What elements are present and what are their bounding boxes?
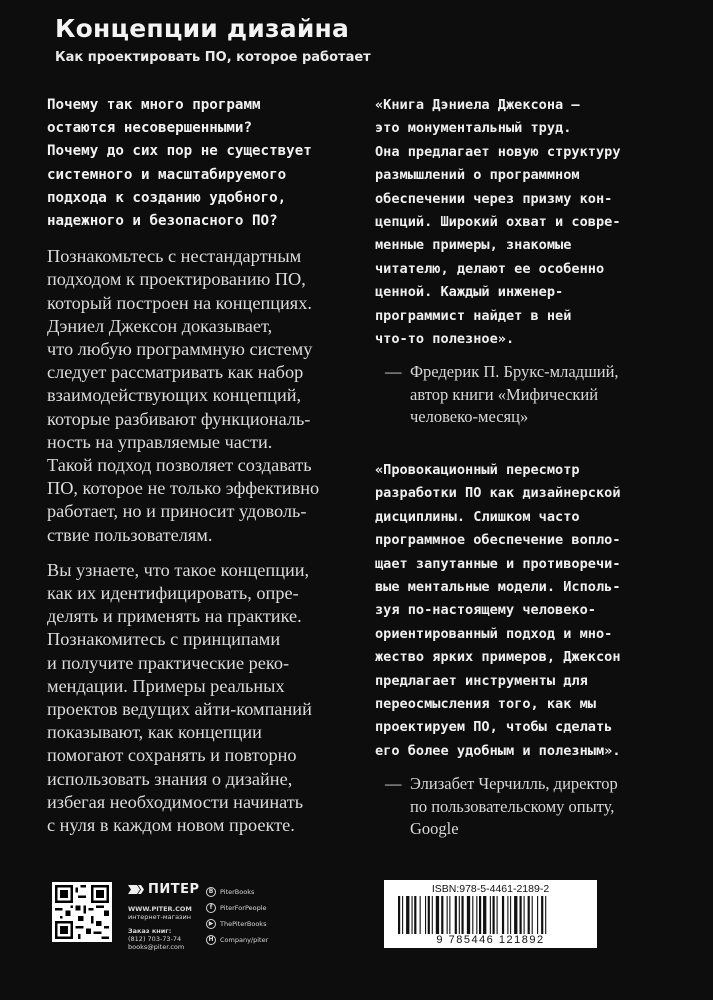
review-quote-2: «Провокационный пересмотр разработки ПО как дизайнерской дисциплины. Слишком часто программное обеспечение вопло- щает запутанные и противоречи- вые ментальные модели. Исполь- зуя по-настоящему человеко- ориентированный подход и мно- жество ярких примеров, Джексон предлагает инструменты для переосмысления того, как мы проектируем ПО, чтобы сделать его более удобным и полезным».	[375, 461, 621, 759]
attribution-dash: —	[385, 362, 402, 382]
attribution-dash: —	[385, 774, 402, 794]
publisher-store-label: интернет-магазин	[128, 913, 191, 921]
social-link-youtube[interactable]	[206, 916, 268, 932]
book-title: Концепции дизайна	[55, 14, 350, 43]
social-links	[206, 884, 268, 948]
youtube-icon: ▶	[206, 919, 216, 929]
description-paragraph-1: Познакомьтесь с нестандартным подходом к проектированию ПО, который построен на концепциях. Дэниел Джексон доказывает, что любую программную систему следует рассматривать как набор взаимодействующих концепций, которые разбивают функциональ- ность на управляемые части. Такой подход позволяет создавать ПО, которое не только эффективно работает, но и приносит удоволь- ствие пользователям.	[47, 246, 320, 545]
qr-code[interactable]	[52, 882, 112, 942]
barcode-number: 9 785446 121892	[436, 934, 545, 946]
piter-logo-icon	[128, 885, 144, 894]
social-link-habr[interactable]	[206, 932, 268, 948]
isbn-barcode	[384, 880, 597, 948]
habr-icon: H	[206, 935, 216, 945]
description-column	[47, 94, 352, 849]
attribution-text-2: Элизабет Черчилль, директор по пользовательскому опыту, Google	[410, 774, 618, 839]
order-phone: (812) 703-73-74	[128, 935, 182, 943]
barcode-icon	[396, 896, 586, 934]
order-email[interactable]: books@piter.com	[128, 943, 185, 951]
lead-questions: Почему так много программ остаются несовершенными? Почему до сих пор не существует системного и масштабируемого подхода к созданию удобного, надежного и безопасного ПО?	[47, 97, 312, 230]
publisher-url[interactable]: WWW.PITER.COM	[128, 905, 192, 913]
social-link-facebook[interactable]	[206, 900, 268, 916]
review-attribution-2	[375, 773, 695, 841]
social-label: PiterBooks	[220, 888, 255, 896]
review-attribution-1	[375, 361, 695, 429]
social-label: PiterForPeople	[220, 904, 267, 912]
isbn-label: ISBN:978-5-4461-2189-2	[431, 883, 550, 895]
publisher-info	[128, 882, 218, 951]
facebook-icon: f	[206, 903, 216, 913]
order-label: Заказ книг:	[128, 927, 172, 935]
book-subtitle: Как проектировать ПО, которое работает	[55, 50, 371, 65]
publisher-logo	[128, 882, 218, 897]
description-paragraph-2: Вы узнаете, что такое концепции, как их идентифицировать, опре- делять и применять на практике. Познакомитесь с принципами и получите практические реко- мендации. Примеры реальных проектов ведущих айти-компаний показывают, как концепции помогают сохранять и повторно использовать знания о дизайне, избегая необходимости начинать с нуля в каждом новом проекте.	[47, 559, 312, 836]
attribution-text-1: Фредерик П. Брукс-младший, автор книги «Мифический человеко-месяц»	[410, 362, 619, 427]
review-quote-1: «Книга Дэниела Джексона — это монументальный труд. Она предлагает новую структуру размышлений о программном обеспечении через призму кон- цепций. Широкий охват и совре- менные примеры, знакомые читателю, делают ее особенно ценной. Каждый инженер- программист найдет в ней что-то полезное».	[375, 97, 621, 348]
qr-code-icon	[55, 885, 109, 939]
social-label: Company/piter	[220, 936, 269, 944]
social-label: ThePiterBooks	[220, 920, 267, 928]
publisher-logo-text: ПИТЕР	[148, 882, 200, 897]
vk-icon: B	[206, 887, 216, 897]
social-link-vk[interactable]	[206, 884, 268, 900]
reviews-column	[375, 94, 695, 841]
